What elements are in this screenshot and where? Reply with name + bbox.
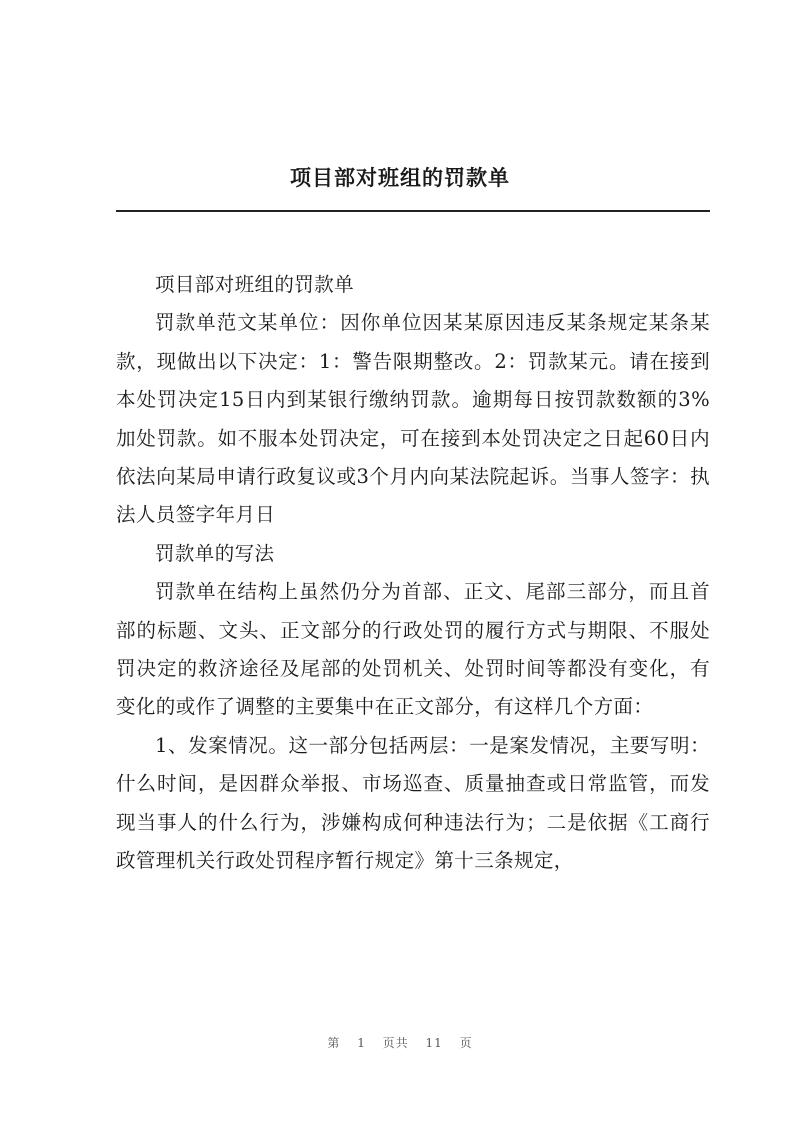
page-label-middle: 页共 bbox=[382, 1036, 409, 1050]
page-label-suffix: 页 bbox=[459, 1036, 473, 1050]
document-title: 项目部对班组的罚款单 bbox=[290, 165, 510, 190]
document-body bbox=[116, 266, 710, 881]
paragraph: 罚款单在结构上虽然仍分为首部、正文、尾部三部分，而且首部的标题、文头、正文部分的行政处罚的履行方式与期限、不服处罚决定的救济途径及尾部的处罚机关、处罚时间等都没有变化，有变化的或作了调整的主要集中在正文部分，有这样几个方面： bbox=[116, 580, 710, 719]
paragraph: 项目部对班组的罚款单 bbox=[155, 273, 355, 296]
page-label-prefix: 第 bbox=[327, 1036, 341, 1050]
paragraph: 罚款单范文某单位：因你单位因某某原因违反某条规定某条某款，现做出以下决定：1：警告限期整改。2：罚款某元。请在接到本处罚决定15日内到某银行缴纳罚款。逾期每日按罚款数额的3%加处罚款。如不服本处罚决定，可在接到本处罚决定之日起60日内依法向某局申请行政复议或3个月内向某法院起诉。当事人签字：执法人员签字年月日 bbox=[116, 311, 710, 527]
title-divider bbox=[116, 210, 710, 212]
paragraph: 1、发案情况。这一部分包括两层：一是案发情况，主要写明：什么时间，是因群众举报、市场巡查、质量抽查或日常监管，而发现当事人的什么行为，涉嫌构成何种违法行为；二是依据《工商行政管理机关行政处罚程序暂行规定》第十三条规定， bbox=[116, 733, 710, 873]
page-footer bbox=[0, 1034, 800, 1051]
total-pages: 11 bbox=[425, 1036, 443, 1050]
paragraph: 罚款单的写法 bbox=[155, 541, 275, 565]
page-number: 1 bbox=[357, 1036, 366, 1050]
